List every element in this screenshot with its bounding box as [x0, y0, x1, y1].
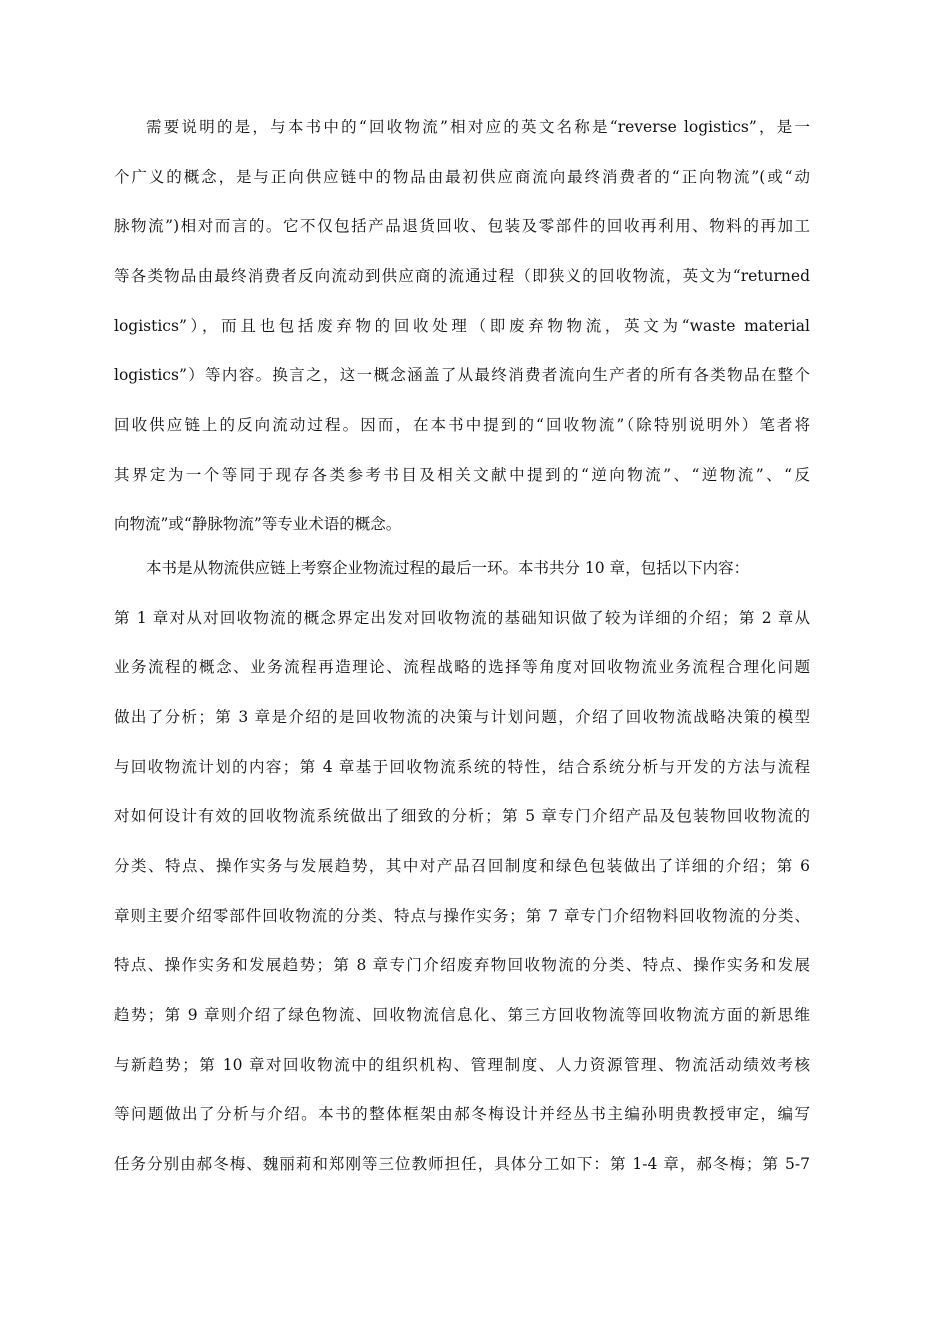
paragraph-1-line-8: 其界定为一个等同于现存各类参考书目及相关文献中提到的“逆向物流”、“逆物流”、“反: [114, 466, 810, 484]
paragraph-1-line-5: logistics”），而且也包括废弃物的回收处理（即废弃物物流，英文为“waste material: [114, 317, 810, 335]
paragraph-3-line-12: 任务分别由郝冬梅、魏丽莉和郑刚等三位教师担任，具体分工如下：第 1-4 章，郝冬梅；第 5-7: [114, 1155, 810, 1173]
paragraph-3-line-8: 特点、操作实务和发展趋势；第 8 章专门介绍废弃物回收物流的分类、特点、操作实务和发展: [114, 956, 810, 974]
paragraph-3-line-6: 分类、特点、操作实务与发展趋势，其中对产品召回制度和绿色包装做出了详细的介绍；第 6: [114, 857, 810, 875]
paragraph-1-line-1: 需要说明的是，与本书中的“回收物流”相对应的英文名称是“reverse logistics”，是一: [146, 118, 810, 136]
paragraph-2-line-1: 本书是从物流供应链上考察企业物流过程的最后一环。本书共分 10 章，包括以下内容：: [146, 559, 750, 577]
paragraph-3-line-2: 业务流程的概念、业务流程再造理论、流程战略的选择等角度对回收物流业务流程合理化问题: [114, 658, 810, 676]
paragraph-3-line-10: 与新趋势；第 10 章对回收物流中的组织机构、管理制度、人力资源管理、物流活动绩效考核: [114, 1056, 810, 1074]
paragraph-1-line-2: 个广义的概念，是与正向供应链中的物品由最初供应商流向最终消费者的“正向物流”(或“动: [114, 168, 810, 186]
paragraph-3-line-4: 与回收物流计划的内容；第 4 章基于回收物流系统的特性，结合系统分析与开发的方法与流程: [114, 758, 810, 776]
paragraph-3-line-11: 等问题做出了分析与介绍。本书的整体框架由郝冬梅设计并经丛书主编孙明贵教授审定，编写: [114, 1105, 810, 1123]
paragraph-1-line-7: 回收供应链上的反向流动过程。因而，在本书中提到的“回收物流”（除特别说明外）笔者将: [114, 416, 810, 434]
paragraph-1-line-9: 向物流”或“静脉物流”等专业术语的概念。: [114, 515, 402, 533]
paragraph-1-line-3: 脉物流”)相对而言的。它不仅包括产品退货回收、包装及零部件的回收再利用、物料的再加工: [114, 217, 810, 235]
paragraph-3-line-5: 对如何设计有效的回收物流系统做出了细致的分析；第 5 章专门介绍产品及包装物回收物流的: [114, 807, 810, 825]
paragraph-1-line-6: logistics”）等内容。换言之，这一概念涵盖了从最终消费者流向生产者的所有各类物品在整个: [114, 366, 810, 384]
paragraph-3-line-3: 做出了分析；第 3 章是介绍的是回收物流的决策与计划问题，介绍了回收物流战略决策的模型: [114, 708, 810, 726]
paragraph-3-line-1: 第 1 章对从对回收物流的概念界定出发对回收物流的基础知识做了较为详细的介绍；第 2 章从: [114, 609, 810, 627]
paragraph-3-line-9: 趋势；第 9 章则介绍了绿色物流、回收物流信息化、第三方回收物流等回收物流方面的新思维: [114, 1006, 810, 1024]
paragraph-3-line-7: 章则主要介绍零部件回收物流的分类、特点与操作实务；第 7 章专门介绍物料回收物流的分类、: [114, 907, 810, 925]
paragraph-1-line-4: 等各类物品由最终消费者反向流动到供应商的流通过程（即狭义的回收物流，英文为“returned: [114, 267, 810, 285]
